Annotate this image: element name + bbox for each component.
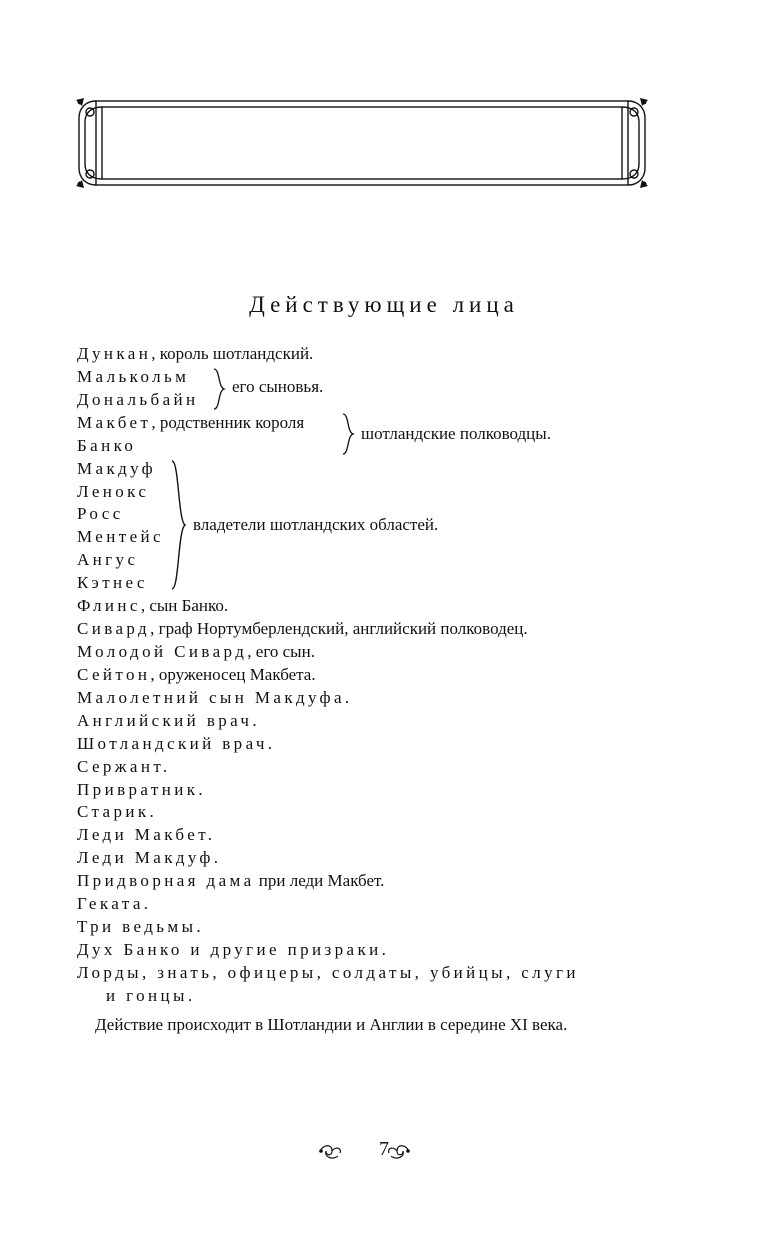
cast-line: [77, 894, 151, 914]
cast-name: Английский врач.: [77, 711, 261, 730]
cast-line: [77, 619, 528, 639]
cast-name: Флинс: [77, 596, 141, 615]
ornament-right-icon: [385, 1140, 411, 1162]
cast-desc: , его сын.: [247, 642, 315, 661]
cast-name: Шотландский врач.: [77, 734, 276, 753]
cast-line: [77, 596, 228, 616]
cast-name: Дух Банко и другие призраки.: [77, 940, 390, 959]
cast-name: Дональбайн: [77, 390, 199, 409]
cast-line: [77, 344, 313, 364]
cast-line: [77, 390, 199, 410]
cast-name: и гонцы.: [106, 986, 196, 1005]
cast-line: [77, 504, 124, 524]
cast-line: [77, 665, 316, 685]
cast-line: [77, 459, 156, 479]
cast-name: Придворная дама: [77, 871, 255, 890]
group-label-generals: шотландские полководцы.: [361, 424, 551, 443]
group-label-sons: его сыновья.: [232, 377, 324, 396]
cast-line: [77, 780, 206, 800]
cast-line: [77, 825, 215, 845]
cast-name: Макбет: [77, 413, 152, 432]
cast-line: [77, 917, 204, 937]
cast-name: Сивард: [77, 619, 151, 638]
cast-line: [77, 413, 304, 433]
cast-name: Леди Макдуф.: [77, 848, 222, 867]
cast-name: Кэтнес: [77, 573, 148, 592]
cast-desc: , оруженосец Макбета.: [150, 665, 316, 684]
setting-note: Действие происходит в Шотландии и Англии в середине XI века.: [95, 1015, 568, 1034]
cast-line: [77, 848, 221, 868]
cast-line: [77, 711, 260, 731]
cast-line: [77, 550, 138, 570]
cast-name: Геката.: [77, 894, 152, 913]
cast-line: [106, 986, 195, 1006]
cast-name: Привратник.: [77, 780, 207, 799]
cast-name: Старик.: [77, 802, 158, 821]
cast-line: [77, 802, 157, 822]
cast-name: Сержант.: [77, 757, 171, 776]
decorative-frame: [76, 98, 648, 188]
cast-name: Леди Макбет.: [77, 825, 216, 844]
cast-line: [77, 757, 171, 777]
cast-desc: , сын Банко.: [140, 596, 229, 615]
cast-name: Сейтон: [77, 665, 151, 684]
cast-name: Ангус: [77, 550, 139, 569]
cast-line: [77, 527, 164, 547]
cast-name: Малолетний сын Макдуфа.: [77, 688, 353, 707]
cast-desc: , родственник короля: [151, 413, 305, 432]
cast-line: [77, 734, 275, 754]
brace-generals: [341, 413, 355, 455]
cast-name: Ленокс: [77, 482, 150, 501]
cast-name: Дункан: [77, 344, 152, 363]
cast-line: [77, 642, 315, 662]
cast-name: Молодой Сивард: [77, 642, 248, 661]
cast-line: [77, 688, 353, 708]
cast-line: [77, 482, 149, 502]
cast-line: [77, 871, 384, 891]
page-title: Действующие лица: [249, 292, 519, 317]
brace-thanes: [170, 460, 188, 590]
cast-name: Банко: [77, 436, 137, 455]
cast-line: [77, 436, 136, 456]
cast-name: Макдуф: [77, 459, 157, 478]
cast-line: [77, 963, 579, 983]
cast-name: Росс: [77, 504, 124, 523]
cast-name: Три ведьмы.: [77, 917, 205, 936]
cast-line: [77, 573, 148, 593]
page-number: 7: [379, 1138, 389, 1160]
brace-sons: [212, 368, 226, 410]
cast-line: [77, 940, 389, 960]
cast-desc: при леди Макбет.: [254, 871, 385, 890]
cast-name: Малькольм: [77, 367, 190, 386]
cast-desc: , граф Нортумберлендский, английский полководец.: [150, 619, 528, 638]
group-label-thanes: владетели шотландских областей.: [193, 515, 439, 534]
cast-name: Лорды, знать, офицеры, солдаты, убийцы, слуги: [77, 963, 579, 982]
cast-desc: , король шотландский.: [151, 344, 314, 363]
cast-line: [77, 367, 189, 387]
cast-name: Ментейс: [77, 527, 164, 546]
